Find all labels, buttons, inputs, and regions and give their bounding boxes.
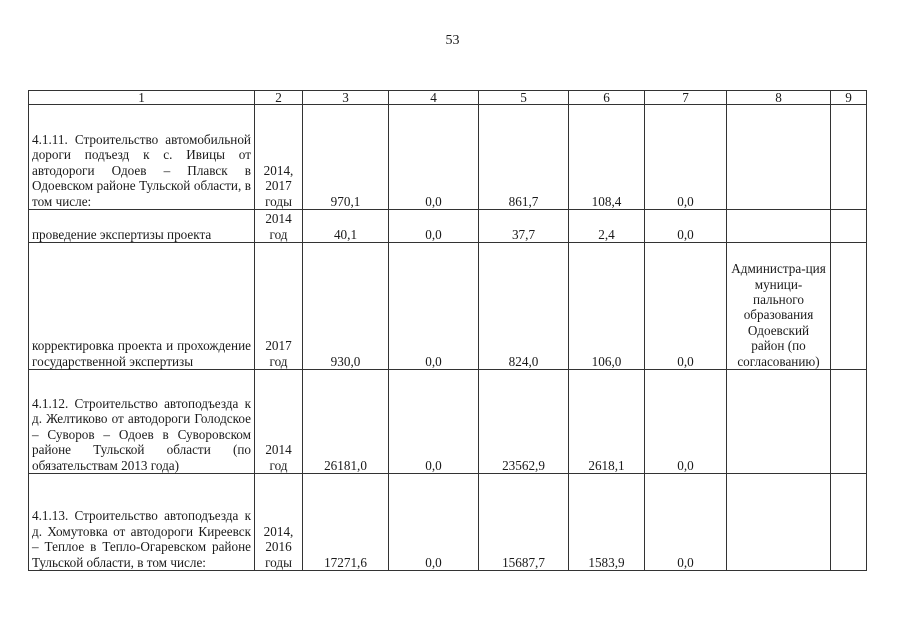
cell-col7: 0,0: [645, 474, 727, 571]
cell-col6: 106,0: [569, 243, 645, 370]
cell-total: 930,0: [303, 243, 389, 370]
row-description: 4.1.13. Строительство автоподъезда к д. Хомутовка от автодороги Киреевск – Теплое в Тепло-Огаревском районе Тульской области, в том числе:: [29, 474, 255, 571]
cell-col9: [831, 474, 867, 571]
table-row: [29, 474, 867, 571]
row-description: проведение экспертизы проекта: [29, 210, 255, 243]
cell-executor: [727, 474, 831, 571]
cell-executor: Администра-ция муници-пального образования Одоевский район (по согласованию): [727, 243, 831, 370]
row-years: 2014, 2017 годы: [255, 105, 303, 210]
page-number: 53: [445, 33, 460, 48]
cell-col6: 2618,1: [569, 370, 645, 474]
column-header: 4: [389, 91, 479, 105]
cell-col7: 0,0: [645, 105, 727, 210]
row-description: корректировка проекта и прохождение государственной экспертизы: [29, 243, 255, 370]
cell-col9: [831, 105, 867, 210]
header-row: [29, 91, 867, 105]
cell-executor: [727, 370, 831, 474]
cell-total: 26181,0: [303, 370, 389, 474]
table-row: [29, 210, 867, 243]
cell-col4: 0,0: [389, 210, 479, 243]
column-header: 3: [303, 91, 389, 105]
cell-col7: 0,0: [645, 243, 727, 370]
cell-total: 40,1: [303, 210, 389, 243]
table-row: [29, 243, 867, 370]
row-years: 2014, 2016 годы: [255, 474, 303, 571]
row-description: 4.1.11. Строительство автомобильной дороги подъезд к с. Ивицы от автодороги Одоев – Плавск в Одоевском районе Тульской области, в том числе:: [29, 105, 255, 210]
cell-total: 970,1: [303, 105, 389, 210]
cell-col5: 861,7: [479, 105, 569, 210]
cell-col5: 15687,7: [479, 474, 569, 571]
column-header: 7: [645, 91, 727, 105]
column-header: 8: [727, 91, 831, 105]
column-header: 6: [569, 91, 645, 105]
row-years: 2014 год: [255, 210, 303, 243]
cell-col6: 108,4: [569, 105, 645, 210]
cell-col4: 0,0: [389, 243, 479, 370]
column-header: 9: [831, 91, 867, 105]
cell-col7: 0,0: [645, 210, 727, 243]
cell-executor: [727, 105, 831, 210]
column-header: 1: [29, 91, 255, 105]
cell-total: 17271,6: [303, 474, 389, 571]
column-header: 2: [255, 91, 303, 105]
row-description: 4.1.12. Строительство автоподъезда к д. Желтиково от автодороги Голодское – Суворов – Одоев в Суворовском районе Тульской области (по обязательствам 2013 года): [29, 370, 255, 474]
column-header: 5: [479, 91, 569, 105]
budget-table: [28, 90, 867, 571]
cell-col9: [831, 370, 867, 474]
cell-col4: 0,0: [389, 370, 479, 474]
row-years: 2014 год: [255, 370, 303, 474]
table-row: [29, 105, 867, 210]
row-years: 2017 год: [255, 243, 303, 370]
cell-col5: 23562,9: [479, 370, 569, 474]
table-row: [29, 370, 867, 474]
cell-col4: 0,0: [389, 474, 479, 571]
cell-col9: [831, 210, 867, 243]
cell-col5: 824,0: [479, 243, 569, 370]
cell-col5: 37,7: [479, 210, 569, 243]
cell-col9: [831, 243, 867, 370]
cell-col6: 1583,9: [569, 474, 645, 571]
cell-executor: [727, 210, 831, 243]
cell-col7: 0,0: [645, 370, 727, 474]
cell-col6: 2,4: [569, 210, 645, 243]
cell-col4: 0,0: [389, 105, 479, 210]
